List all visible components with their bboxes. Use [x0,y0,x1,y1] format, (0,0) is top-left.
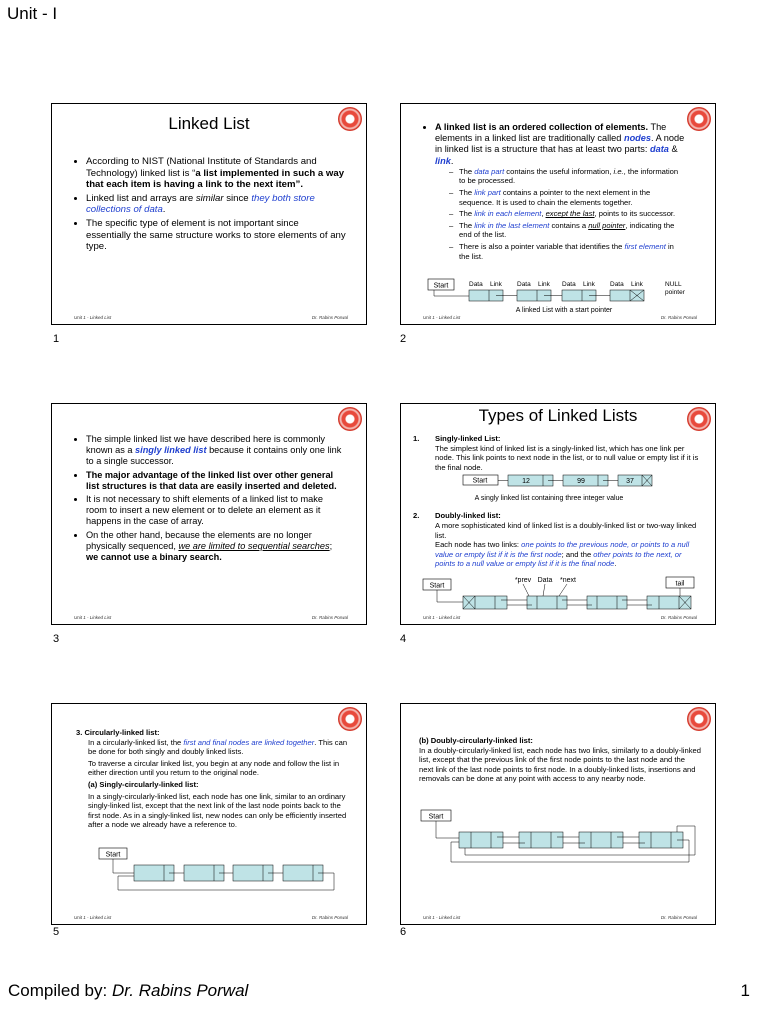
node-value: 99 [577,478,585,485]
sub-item: – The link in each element, except the last, points to its successor. [449,209,685,219]
sub-heading: (a) Singly-circularly-linked list: [88,779,199,789]
university-logo-icon [338,407,362,431]
node-value: 37 [626,478,634,485]
section-heading: 3. Circularly-linked list: [76,728,160,737]
doubly-linked-diagram [401,404,716,625]
list-node [283,865,323,881]
data-label: Data [469,281,483,288]
paragraph: To traverse a circular linked list, you begin at any node and follow the list in either direction until you return to the original node. [88,758,340,778]
start-label: Start [472,477,488,485]
link-label: Link [538,281,550,288]
slide-body [72,434,344,565]
slide-2 [400,103,716,325]
slide-number: 4 [400,633,407,645]
slide-footer-right: Dr. Rabins Porwal [311,315,348,320]
slide-number: 1 [53,333,60,345]
list-item: • On the other hand, because the elements are no longer physically sequenced, we are limited to sequential searches; we cannot use a binary search. [86,530,344,564]
page-number: 1 [740,981,750,1000]
prev-label: *prev [514,577,532,584]
list-item: • The specific type of element is not important since essentially the same structure works to store elements of any type. [86,218,346,253]
diagram-caption: A singly linked list containing three integer value [474,495,624,502]
slide-footer-right: Dr. Rabins Porwal [311,915,348,920]
paragraph: In a singly-circularly-linked list, each node has one link, similar to an ordinary singly-linked list, except that the next link of the last node points back to the first node. As in a singly-linked list, new nodes can only be efficiently inserted after a node we already have a reference to. [88,791,347,830]
list-item: 1. Singly-linked List: The simplest kind of linked list is a singly-linked list, which has one link per node. This link points to next node in the list, or to null value or empty list if it is the final node. [413,434,699,472]
slide-6 [400,703,716,925]
list-node [587,596,627,609]
paragraph: In a doubly-circularly-linked list, each node has two links, similarly to a doubly-linked list, except that the previous link of the first node points to the last node and the next link of the last node points to first node. In a doubly-linked lists, insertions and removals can be done at any point with access to any nearby node. [419,745,701,784]
data-label: Data [537,577,553,584]
pointer-label: pointer [665,289,685,296]
data-label: Data [517,281,531,288]
sub-item: – The data part contains the useful information, i.e., the information to be processed. [449,167,685,186]
slide-body [72,156,346,255]
unit-title: Unit - I [7,4,58,23]
list-node [579,832,623,848]
slide-footer-left: Unit 1 - Linked List [74,315,112,320]
slide-number: 2 [400,333,407,345]
linked-list-diagram [401,104,716,325]
data-label: Data [610,281,624,288]
list-node [463,596,507,609]
list-node [184,865,224,881]
list-node [527,596,567,609]
section-heading: (b) Doubly-circularly-linked list: [419,736,533,745]
slide-number: 3 [53,633,60,645]
list-node [233,865,273,881]
list-item: • It is not necessary to shift elements of a linked list to make room to insert a new element or to delete an element as it happens in the case of array. [86,494,344,528]
sub-item: – The link part contains a pointer to the next element in the sequence. It is used to chain the elements together. [449,188,685,207]
compiled-by: Compiled by: Dr. Rabins Porwal [8,981,249,1000]
slide-footer-right: Dr. Rabins Porwal [660,615,697,620]
slide-number: 6 [400,926,407,938]
sub-item: – The link in the last element contains a null pointer, indicating the end of the list. [449,221,685,240]
data-label: Data [562,281,576,288]
null-label: NULL [665,281,682,288]
slide-footer-left: Unit 1 - Linked List [74,615,112,620]
slide-footer-right: Dr. Rabins Porwal [311,615,348,620]
list-node [134,865,174,881]
link-label: Link [631,281,643,288]
slide-1 [51,103,367,325]
tail-label: tail [675,580,685,588]
list-item: • A linked list is an ordered collection of elements. The elements in a linked list are traditionally called nodes. A node in linked list is a structure that has at least two parts: data & link. – The data part contains the useful information, i.e., the information to be processed. – The link part contains a pointer to the next element in the sequence. It is used to chain the elements together. – The link in each element, except the last, points to its successor. – The link in the last element contains a null pointer, indicating the end of the list. – There is also a pointer variable that identifies the first element in the list. [435,122,685,261]
circular-list-diagram [52,704,367,925]
list-node [647,596,691,609]
sub-item: – There is also a pointer variable that identifies the first element in the list. [449,242,685,261]
list-item: • Linked list and arrays are similar since they both store collections of data. [86,193,346,216]
link-label: Link [583,281,595,288]
slide-footer-right: Dr. Rabins Porwal [660,915,697,920]
paragraph: In a circularly-linked list, the first and final nodes are linked together. This can be done for both singly and doubly linked lists. [88,737,348,757]
start-label: Start [105,851,121,859]
slide-title: Types of Linked Lists [478,406,638,425]
doubly-circular-diagram [401,704,716,925]
slide-3 [51,403,367,625]
link-label: Link [490,281,502,288]
list-node [639,832,683,848]
list-item: • According to NIST (National Institute of Standards and Technology) linked list is “a list implemented in such a way that each item is having a link to the next item”. [86,156,346,191]
slide-footer-left: Unit 1 - Linked List [423,615,461,620]
start-label: Start [433,282,449,290]
slide-footer-left: Unit 1 - Linked List [74,915,112,920]
list-node [519,832,563,848]
slide-footer-right: Dr. Rabins Porwal [660,315,697,320]
slide-5 [51,703,367,925]
list-node [459,832,503,848]
slide-4 [400,403,716,625]
slide-number: 5 [53,926,60,938]
list-item: • The simple linked list we have described here is commonly known as a singly linked list because it contains only one link to a single successor. [86,434,344,468]
start-label: Start [428,813,444,821]
slide-footer-left: Unit 1 - Linked List [423,315,461,320]
diagram-caption: A linked List with a start pointer [515,307,613,314]
list-node [610,290,644,301]
start-label: Start [429,582,445,590]
list-item: • The major advantage of the linked list over other general list structures is that data are easily inserted and deleted. [86,470,344,492]
next-label: *next [560,577,576,584]
list-item: 2. Doubly-linked list: A more sophisticated kind of linked list is a doubly-linked list or two-way linked list. Each node has two links: one points to the previous node, or points to a null value or empty list if it is the first node; and the other points to the next, or points to a null value or empty list if it is the final node. [413,511,697,569]
node-value: 12 [522,478,530,485]
slide-title: Linked List [168,114,250,133]
slide-footer-left: Unit 1 - Linked List [423,915,461,920]
